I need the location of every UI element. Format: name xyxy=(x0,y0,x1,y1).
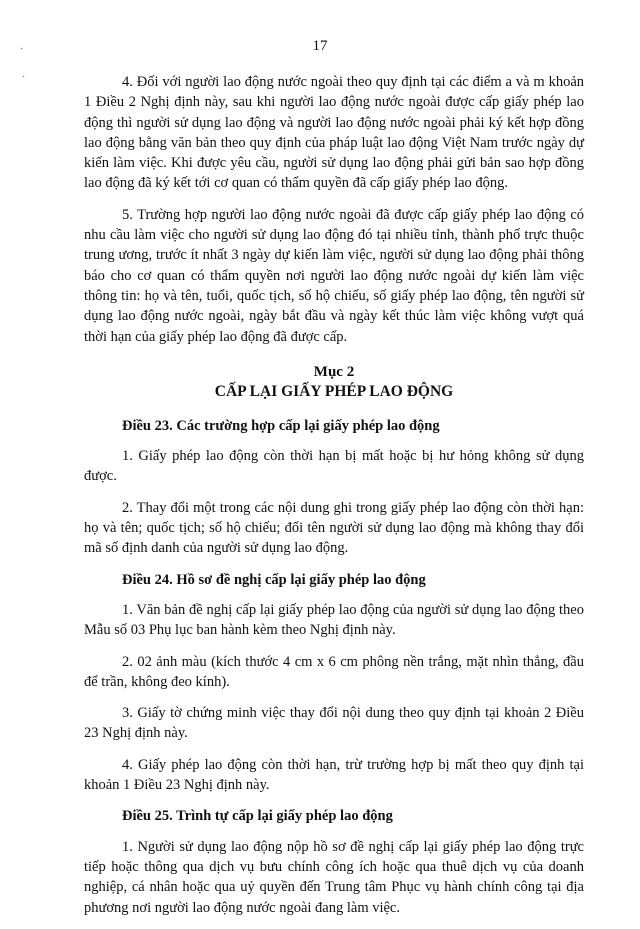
section-number: Mục 2 xyxy=(313,363,355,380)
paragraph-clause-4: 4. Đối với người lao động nước ngoài theo quy định tại các điểm a và m khoản 1 Điều 2 Nghị định này, sau khi người lao động nước ngoài được cấp giấy phép lao động thì người sử dụng lao động và người lao động nước ngoài phải ký kết hợp đồng lao động bằng văn bản theo quy định của pháp luật lao động Việt Nam trước ngày dự kiến làm việc. Khi được yêu cầu, người sử dụng lao động phải gửi bản sao hợp đồng lao động đã ký kết tới cơ quan có thẩm quyền đã cấp giấy phép lao động. xyxy=(84,74,584,192)
article-23-heading: Điều 23. Các trường hợp cấp lại giấy phép lao động xyxy=(122,417,440,434)
scan-speck: · xyxy=(22,72,26,83)
paragraph-article-24-clause-3: 3. Giấy tờ chứng minh việc thay đổi nội dung theo quy định tại khoản 2 Điều 23 Nghị định này. xyxy=(84,705,584,742)
paragraph-article-25-clause-1: 1. Người sử dụng lao động nộp hồ sơ đề nghị cấp lại giấy phép lao động trực tiếp hoặc thông qua dịch vụ bưu chính công ích hoặc qua thuê dịch vụ của doanh nghiệp, cá nhân hoặc qua uỷ quyền đến Trung tâm Phục vụ hành chính công tại địa phương nơi người lao động nước ngoài đang làm việc. xyxy=(84,838,584,916)
paragraph-article-24-clause-4: 4. Giấy phép lao động còn thời hạn, trừ trường hợp bị mất theo quy định tại khoản 1 Điều 23 Nghị định này. xyxy=(84,756,584,794)
paragraph-article-24-clause-1: 1. Văn bản đề nghị cấp lại giấy phép lao động của người sử dụng lao động theo Mẫu số 03 Phụ lục ban hành kèm theo Nghị định này. xyxy=(84,601,584,639)
document-body xyxy=(84,72,584,929)
paragraph-article-23-clause-2: 2. Thay đổi một trong các nội dung ghi trong giấy phép lao động còn thời hạn: họ và tên; quốc tịch; số hộ chiếu; đổi tên người sử dụng lao động mà không thay đổi mã số định danh của người sử dụng lao động. xyxy=(84,499,584,557)
section-title: CẤP LẠI GIẤY PHÉP LAO ĐỘNG xyxy=(214,382,454,400)
article-24-heading: Điều 24. Hồ sơ đề nghị cấp lại giấy phép lao động xyxy=(122,571,426,588)
paragraph-article-23-clause-1: 1. Giấy phép lao động còn thời hạn bị mất hoặc bị hư hỏng không sử dụng được. xyxy=(84,448,584,485)
paragraph-article-24-clause-2: 2. 02 ảnh màu (kích thước 4 cm x 6 cm phông nền trắng, mặt nhìn thẳng, đầu để trần, không đeo kính). xyxy=(84,653,584,690)
scan-speck: · xyxy=(20,44,24,55)
page-number: 17 xyxy=(312,38,328,54)
article-25-heading: Điều 25. Trình tự cấp lại giấy phép lao động xyxy=(122,808,393,825)
paragraph-clause-5: 5. Trường hợp người lao động nước ngoài đã được cấp giấy phép lao động có nhu cầu làm việc cho người sử dụng lao động đó tại nhiều tỉnh, thành phố trực thuộc trung ương, trước ít nhất 3 ngày dự kiến làm việc, người sử dụng lao động phải thông báo cho cơ quan có thẩm quyền nơi người lao động nước ngoài dự kiến làm việc thông tin: họ và tên, tuổi, quốc tịch, số hộ chiếu, số giấy phép lao động, tên người sử dụng lao động nước ngoài, ngày bắt đầu và ngày kết thúc làm việc không vượt quá thời hạn của giấy phép lao động đã được cấp. xyxy=(84,206,584,345)
